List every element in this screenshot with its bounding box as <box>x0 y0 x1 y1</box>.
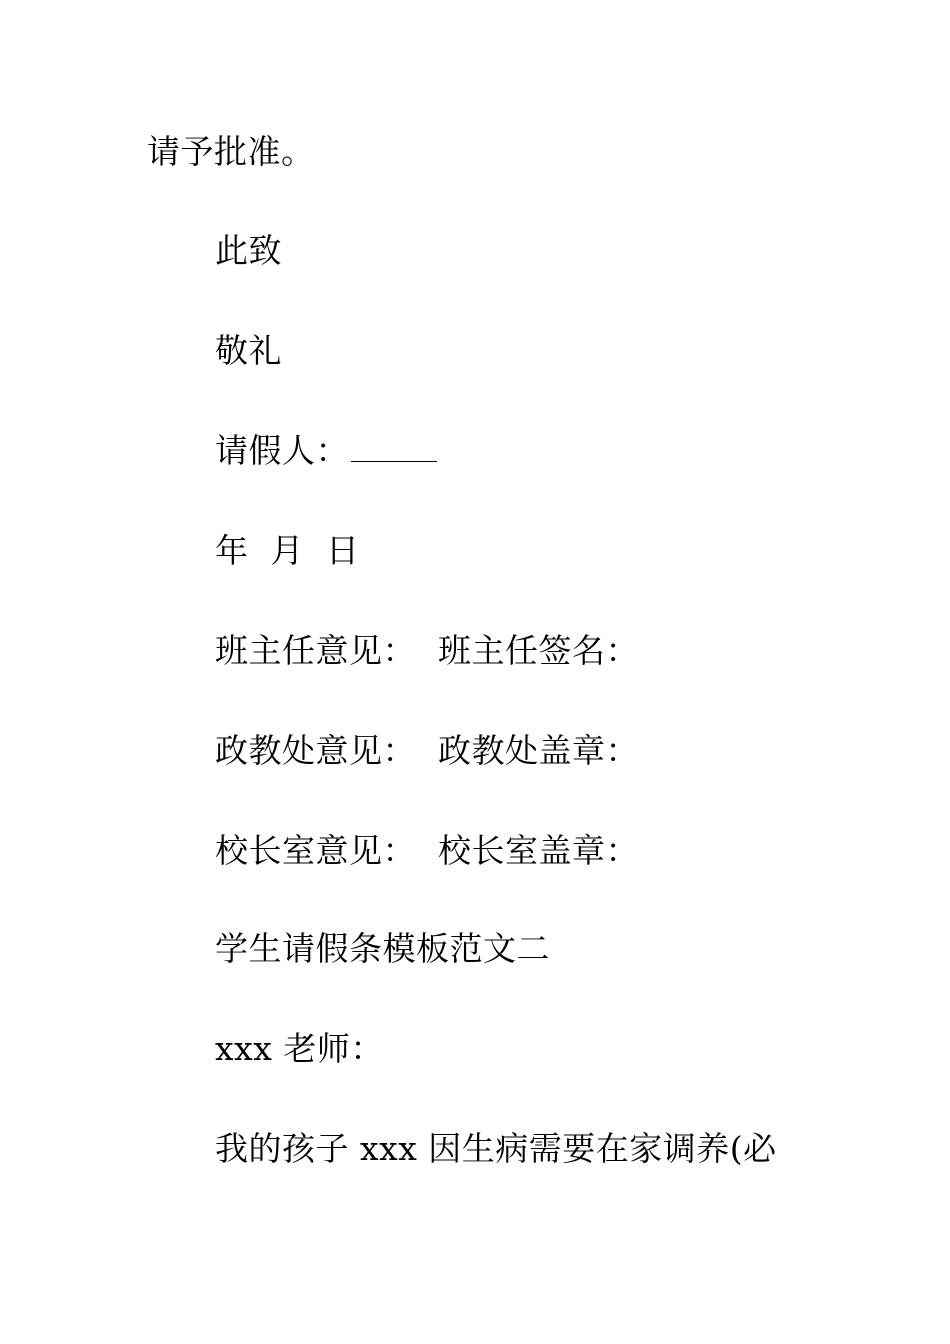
template-two-heading: 学生请假条模板范文二 <box>215 929 550 968</box>
salutation-cizhi: 此致 <box>215 231 282 270</box>
body-text-line: 我的孩子 xxx 因生病需要在家调养(必 <box>215 1129 777 1168</box>
salutation-jingli: 敬礼 <box>215 331 282 370</box>
applicant-line <box>215 431 437 471</box>
date-line: 年 月 日 <box>215 531 360 570</box>
political-office-opinion-line: 政教处意见： 政教处盖章： <box>215 731 639 770</box>
head-teacher-opinion-line: 班主任意见： 班主任签名： <box>215 631 639 670</box>
applicant-signature-blank <box>351 431 437 462</box>
principal-office-opinion-line: 校长室意见： 校长室盖章： <box>215 831 639 870</box>
applicant-label: 请假人： <box>215 431 349 470</box>
teacher-salutation: xxx 老师： <box>215 1029 384 1068</box>
closing-request-line: 请予批准。 <box>147 132 315 171</box>
